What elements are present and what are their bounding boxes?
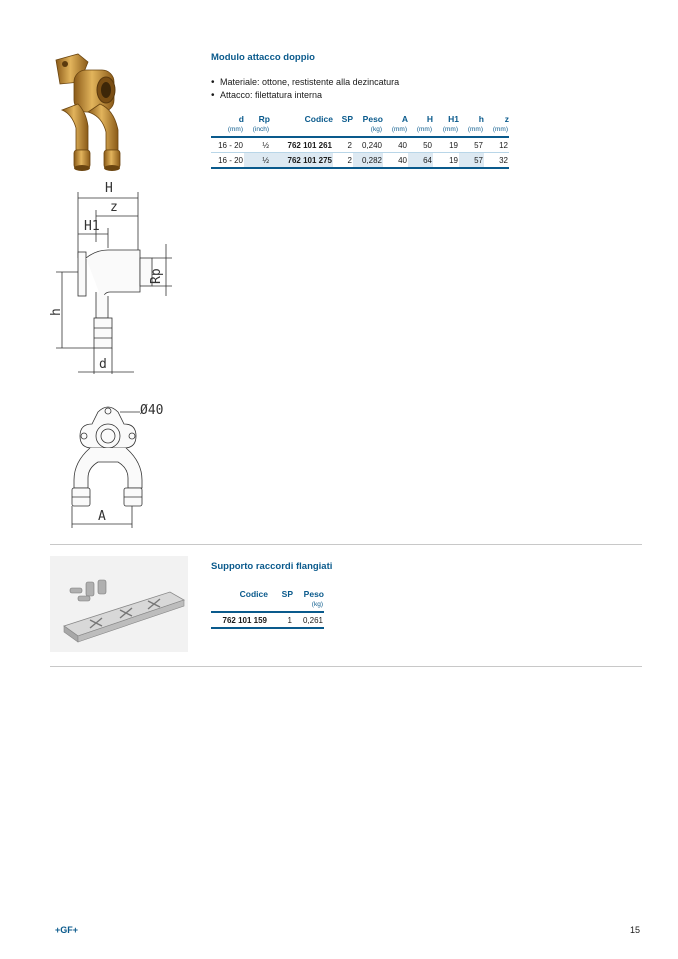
- col-sp: SP: [281, 588, 293, 599]
- table-row: [211, 153, 509, 169]
- unit-h-lower: (mm): [467, 126, 483, 133]
- unit-sp: [333, 124, 353, 137]
- cell-h-lower: 57: [459, 153, 484, 169]
- section-divider: [50, 544, 642, 545]
- col-peso: Peso: [362, 113, 383, 124]
- technical-drawing-front-view: [60, 396, 180, 532]
- col-d: d: [238, 113, 244, 124]
- unit-peso: (kg): [311, 601, 323, 608]
- dim-label-H: H: [105, 181, 113, 196]
- unit-h-upper: (mm): [416, 126, 432, 133]
- section-title-bracket: Supporto raccordi flangiati: [211, 561, 333, 572]
- cell-h-upper: 64: [408, 153, 433, 169]
- product-photo-mounting-bracket: [50, 556, 188, 652]
- unit-rp: (inch): [252, 126, 269, 133]
- page-number: 15: [630, 925, 641, 935]
- unit-z: (mm): [492, 126, 508, 133]
- unit-peso: (kg): [370, 126, 382, 133]
- cell-h-lower: 57: [459, 137, 484, 153]
- cell-a: 40: [383, 153, 408, 169]
- cell-d: 16 - 20: [211, 137, 244, 153]
- table-row: [211, 612, 324, 628]
- dim-label-z: z: [110, 200, 118, 215]
- col-a: A: [401, 113, 408, 124]
- unit-a: (mm): [391, 126, 407, 133]
- unit-sp: [268, 599, 293, 612]
- dim-label-H1: H1: [84, 219, 100, 234]
- cell-rp: ½: [244, 137, 270, 153]
- col-z: z: [504, 113, 509, 124]
- section-title-double-connection: Modulo attacco doppio: [211, 52, 315, 63]
- cell-codice: 762 101 261: [270, 137, 333, 153]
- spec-table-double-connection: [211, 113, 509, 169]
- cell-h1: 19: [433, 153, 459, 169]
- cell-sp: 2: [333, 153, 353, 169]
- feature-connection: • Attacco: filettatura interna: [211, 89, 399, 102]
- gf-logo: +GF+: [55, 925, 79, 935]
- cell-z: 32: [484, 153, 509, 169]
- cell-a: 40: [383, 137, 408, 153]
- cell-codice: 762 101 275: [270, 153, 333, 169]
- section-divider: [50, 666, 642, 667]
- cell-h-upper: 50: [408, 137, 433, 153]
- cell-codice: 762 101 159: [211, 612, 268, 628]
- cell-peso: 0,282: [353, 153, 383, 169]
- unit-d: (mm): [227, 126, 243, 133]
- col-codice: Codice: [304, 113, 333, 124]
- table-units-row: [211, 599, 324, 612]
- cell-peso: 0,261: [293, 612, 324, 628]
- table-row: [211, 137, 509, 153]
- dim-label-h: h: [49, 308, 64, 316]
- cell-h1: 19: [433, 137, 459, 153]
- cell-z: 12: [484, 137, 509, 153]
- table-header-row: [211, 113, 509, 124]
- cell-sp: 1: [268, 612, 293, 628]
- feature-material: • Materiale: ottone, restistente alla dezincatura: [211, 76, 399, 89]
- col-codice: Codice: [239, 588, 268, 599]
- table-header-row: [211, 588, 324, 599]
- unit-codice: [211, 599, 268, 612]
- cell-d: 16 - 20: [211, 153, 244, 169]
- feature-list: [211, 76, 399, 102]
- col-sp: SP: [341, 113, 353, 124]
- col-h-lower: h: [478, 113, 484, 124]
- col-peso: Peso: [303, 588, 324, 599]
- product-photo-double-elbow: [48, 52, 128, 174]
- cell-rp: ½: [244, 153, 270, 169]
- unit-h1: (mm): [442, 126, 458, 133]
- table-units-row: [211, 124, 509, 137]
- dim-label-Rp: Rp: [149, 268, 164, 284]
- dim-label-diameter: Ø40: [140, 403, 164, 418]
- dim-label-d: d: [99, 357, 107, 372]
- unit-codice: [270, 124, 333, 137]
- technical-drawing-side-view: [48, 178, 178, 378]
- dim-label-A: A: [98, 509, 106, 524]
- cell-sp: 2: [333, 137, 353, 153]
- spec-table-bracket: [211, 588, 324, 629]
- col-h1: H1: [448, 113, 459, 124]
- col-h-upper: H: [426, 113, 433, 124]
- col-rp: Rp: [258, 113, 270, 124]
- cell-peso: 0,240: [353, 137, 383, 153]
